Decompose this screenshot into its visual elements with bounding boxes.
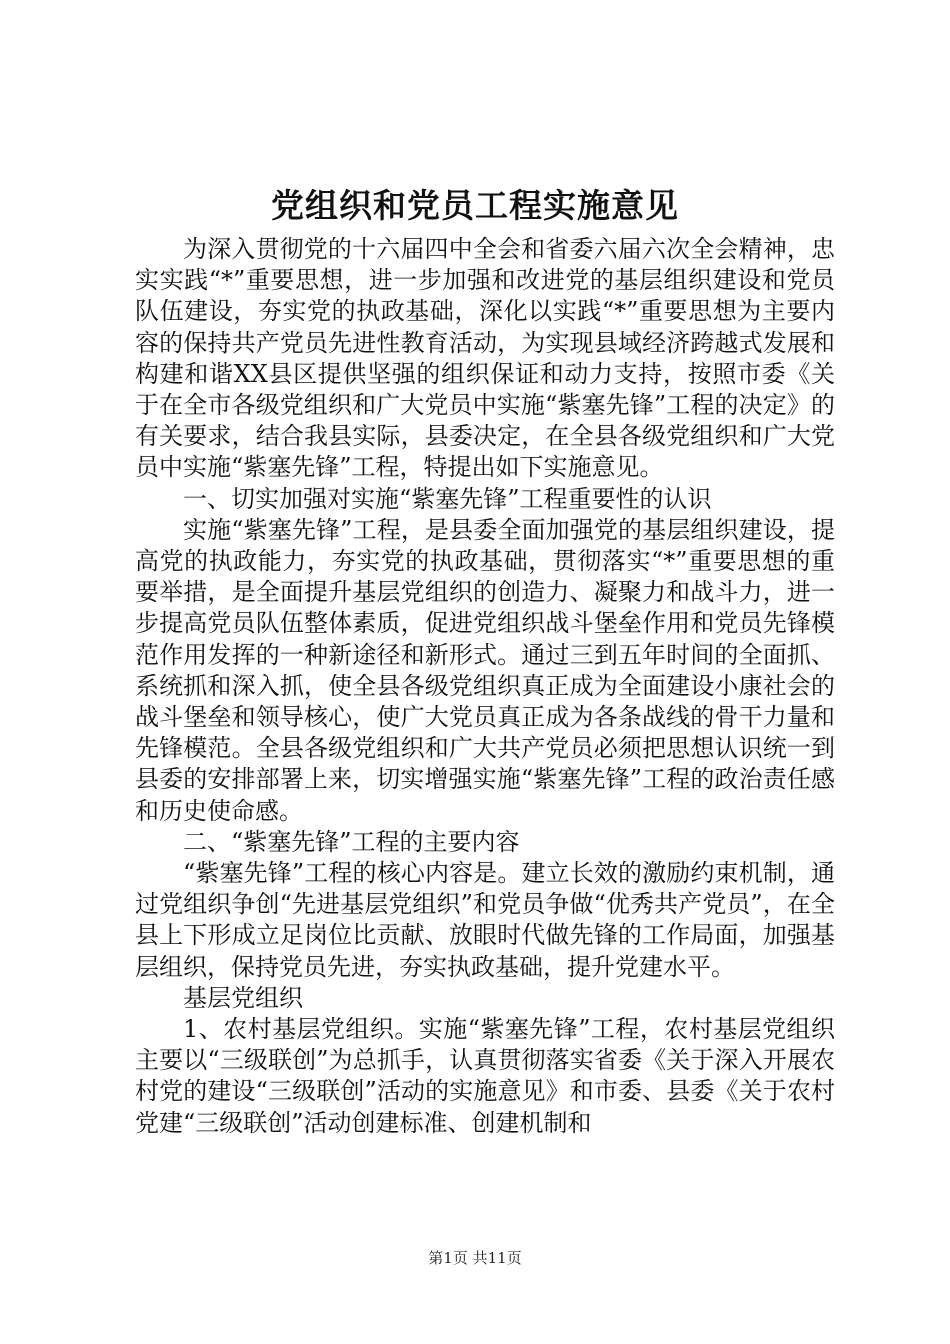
document-body (135, 234, 835, 1139)
page-number-footer: 第1页 共11页 (428, 1249, 522, 1267)
section-heading-1: 一、切实加强对实施“紫塞先锋”工程重要性的认识 (183, 484, 712, 513)
document-title: 党组织和党员工程实施意见 (271, 186, 679, 225)
paragraph-section-1: 实施“紫塞先锋”工程，是县委全面加强党的基层组织建设，提高党的执政能力，夯实党的执政基础，贯彻落实“*”重要思想的重要举措，是全面提升基层党组织的创造力、凝聚力和战斗力，进一步提高党员队伍整体素质，促进党组织战斗堡垒作用和党员先锋模范作用发挥的一种新途径和新形式。通过三到五年时间的全面抓、系统抓和深入抓，使全县各级党组织真正成为全面建设小康社会的战斗堡垒和领导核心，使广大党员真正成为各条战线的骨干力量和先锋模范。全县各级党组织和广大共产党员必须把思想认识统一到县委的安排部署上来，切实增强实施“紫塞先锋”工程的政治责任感和历史使命感。 (135, 515, 835, 825)
paragraph-section-2: “紫塞先锋”工程的核心内容是。建立长效的激励约束机制，通过党组织争创“先进基层党组织”和党员争做“优秀共产党员”，在全县上下形成立足岗位比贡献、放眼时代做先锋的工作局面，加强基层组织，保持党员先进，夯实执政基础，提升党建水平。 (135, 859, 835, 981)
subsection-heading: 基层党组织 (183, 983, 303, 1012)
section-heading-2: 二、“紫塞先锋”工程的主要内容 (183, 827, 520, 856)
paragraph-rural-organization: 1、农村基层党组织。实施“紫塞先锋”工程，农村基层党组织主要以“三级联创”为总抓手，认真贯彻落实省委《关于深入开展农村党的建设“三级联创”活动的实施意见》和市委、县委《关于农村党建“三级联创”活动创建标准、创建机制和 (135, 1015, 835, 1137)
paragraph-intro: 为深入贯彻党的十六届四中全会和省委六届六次全会精神，忠实实践“*”重要思想，进一步加强和改进党的基层组织建设和党员队伍建设，夯实党的执政基础，深化以实践“*”重要思想为主要内容的保持共产党员先进性教育活动，为实现县域经济跨越式发展和构建和谐XX县区提供坚强的组织保证和动力支持，按照市委《关于在全市各级党组织和广大党员中实施“紫塞先锋”工程的决定》的有关要求，结合我县实际，县委决定，在全县各级党组织和广大党员中实施“紫塞先锋”工程，特提出如下实施意见。 (135, 235, 835, 482)
